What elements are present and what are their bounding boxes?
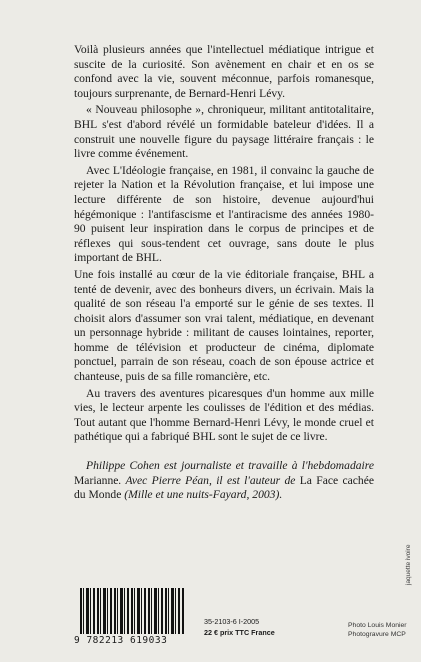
bio-text-3: (Mille et une nuits-Fayard, 2003). [121,488,283,502]
author-bio [74,459,374,503]
paragraph-2: « Nouveau philosophe », chroniqueur, militant antitotalitaire, BHL s'est d'abord révélé un formidable bateleur d'idées. Il a construit une nouvelle figure du paysage littéraire français : le livre comme événement. [74,103,374,161]
price: 22 € prix TTC France [204,628,275,637]
ean-number: 9 782213 619033 [74,635,168,646]
price-block [204,616,314,638]
paragraph-3: Avec L'Idéologie française, en 1981, il convainc la gauche de rejeter la Nation et la Révolution française, et lui impose une lecture différente de son histoire, devenue aujourd'hui hégémonique : l'antifascisme et l'antiracisme des années 1980-90 puisent leur inspiration dans le corpus de principes et de réflexes qui sous-tendent cet ouvrage, sans doute le plus important de BHL. [74,163,374,265]
bio-book-title: La Face cachée du Monde [74,473,374,502]
bio-magazine: Marianne [74,473,119,487]
bio-text-2: . Avec Pierre Péan, il est l'auteur de [118,473,300,487]
photo-credits [348,621,408,639]
paragraph-5: Au travers des aventures picaresques d'un homme aux mille vies, le lecteur arpente les coulisses de l'édition et des médias. Tout autant que l'homme Bernard-Henri Lévy, le monde cruel et pathétique qui a fabriqué BHL sont le sujet de ce livre. [74,386,374,444]
barcode-area [74,588,189,648]
paragraph-4: Une fois installé au cœur de la vie éditoriale française, BHL a tenté de devenir, avec des bonheurs divers, un écrivain. Mais la qualité de son réseau l'a emporté sur le génie de ses textes. Il choisit alors d'assumer son vrai talent, médiatique, en devenant un personnage hybride : militant de causes lointaines, reporter, homme de télévision et producteur de cinéma, diplomate ponctuel, parrain de son réseau, coach de son épouse actrice et chanteuse, puis de sa fille romancière, etc. [74,267,374,384]
barcode-icon [80,588,184,634]
product-code: 35-2103-6 I-2005 [204,617,260,626]
bio-text-1: Philippe Cohen est journaliste et travaille à l'hebdomadaire [86,459,374,473]
vertical-credit: jaquette ivoire [405,544,412,585]
photogravure-credit: Photogravure MCP [348,631,406,638]
paragraph-1: Voilà plusieurs années que l'intellectuel médiatique intrigue et suscite de la curiosité. Son avènement en chair et en os se confond avec la vie, souvent méconnue, parfois romanesque, toujours surprenante, de Bernard-Henri Lévy. [74,43,374,100]
photo-credit: Photo Louis Monier [348,622,407,629]
back-cover-text [74,43,374,505]
